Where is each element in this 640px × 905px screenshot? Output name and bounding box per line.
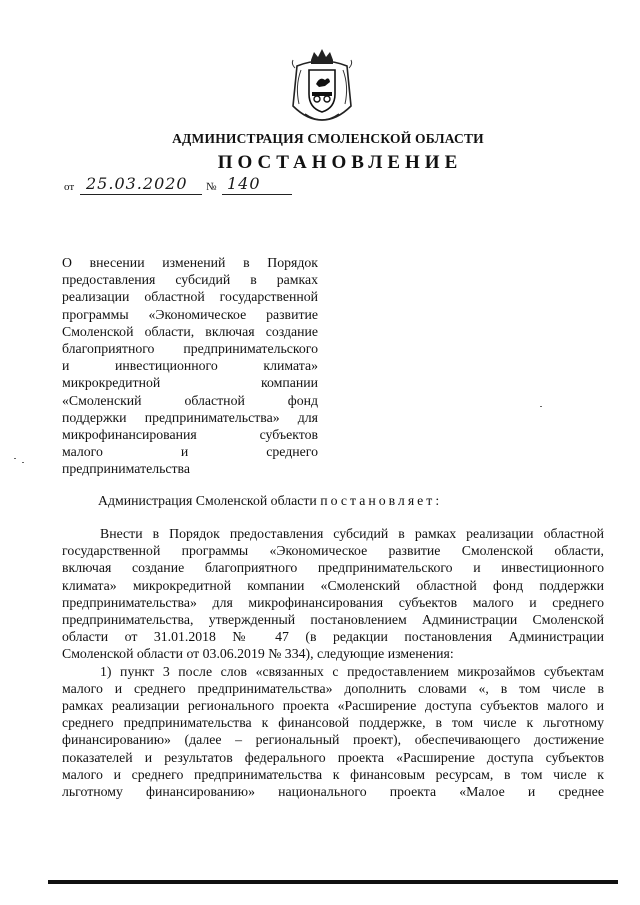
preamble xyxy=(98,493,442,509)
subject-line: реализации областной государственной xyxy=(62,289,318,305)
scan-speck xyxy=(14,458,16,459)
body-line: малого и среднего предпринимательства к финансовым ресурсам, в том числе к xyxy=(62,766,604,782)
subject-line: «Смоленский областной фонд xyxy=(62,392,318,408)
subject-line: поддержки предпринимательства» для xyxy=(62,409,318,425)
body-line: показателей и результатов федерального проекта «Расширение доступа субъектов xyxy=(62,749,604,765)
number-underline xyxy=(222,194,292,195)
document-body xyxy=(62,525,604,800)
subject-line: программы «Экономическое развитие xyxy=(62,306,318,322)
body-line: климата» микрокредитной компании «Смоленский областной фонд поддержки xyxy=(62,577,604,593)
body-line: Смоленской области от 03.06.2019 № 334), следующие изменения: xyxy=(62,646,454,662)
scan-speck xyxy=(22,462,24,463)
body-line: включая создание благоприятного предпринимательского и инвестиционного xyxy=(62,560,604,576)
preamble-decree-word: постановляет: xyxy=(320,493,443,508)
preamble-text: Администрация Смоленской области xyxy=(98,493,321,508)
document-number: 140 xyxy=(227,174,261,193)
body-line: 1) пункт 3 после слов «связанных с предоставлением микрозаймов субъектам xyxy=(100,663,604,679)
body-line: среднего предпринимательства к финансовой поддержке, в том числе к льготному xyxy=(62,715,604,731)
subject-line: предпринимательства xyxy=(62,461,191,477)
body-line: рамках реализации регионального проекта «Расширение доступа субъектов малого и xyxy=(62,698,604,714)
organization-name: АДМИНИСТРАЦИЯ СМОЛЕНСКОЙ ОБЛАСТИ xyxy=(172,131,484,146)
document-date: 25.03.2020 xyxy=(86,174,188,193)
date-underline xyxy=(80,194,202,195)
subject-line: микрофинансирования субъектов xyxy=(62,427,318,443)
body-line: малого и среднего предпринимательства» дополнить словами «, в том числе в xyxy=(62,680,604,696)
subject-line: и инвестиционного климата» xyxy=(62,358,318,374)
body-line: льготному финансированию» национального проекта «Малое и среднее xyxy=(62,784,604,800)
subject-line: благоприятного предпринимательского xyxy=(62,341,318,357)
subject-line: микрокредитной компании xyxy=(62,375,318,391)
subject-line: малого и среднего xyxy=(62,444,318,460)
body-line: государственной программы «Экономическое развитие Смоленской области, xyxy=(62,543,604,559)
document-type-title: ПОСТАНОВЛЕНИЕ xyxy=(217,152,463,173)
date-from-label: от xyxy=(64,181,75,193)
body-line: области от 31.01.2018 № 47 (в редакции постановления Администрации xyxy=(62,629,604,645)
number-label: № xyxy=(206,181,217,193)
subject-line: предоставления субсидий в рамках xyxy=(62,272,318,288)
bottom-scan-border xyxy=(48,880,618,884)
subject-line: О внесении изменений в Порядок xyxy=(62,255,318,270)
smolensk-coat-of-arms-icon xyxy=(287,46,357,126)
body-line: Внести в Порядок предоставления субсидий в рамках реализации областной xyxy=(100,526,604,541)
subject-line: Смоленской области, включая создание xyxy=(62,323,318,339)
body-line: предпринимательства, утвержденный постановлением Администрации Смоленской xyxy=(62,612,604,628)
document-subject xyxy=(62,254,318,478)
body-line: предпринимательства» для микрофинансирования субъектов малого и среднего xyxy=(62,594,604,610)
scan-speck xyxy=(540,406,542,407)
body-line: финансированию» (далее – региональный проект), обеспечивающего достижение xyxy=(62,732,604,748)
